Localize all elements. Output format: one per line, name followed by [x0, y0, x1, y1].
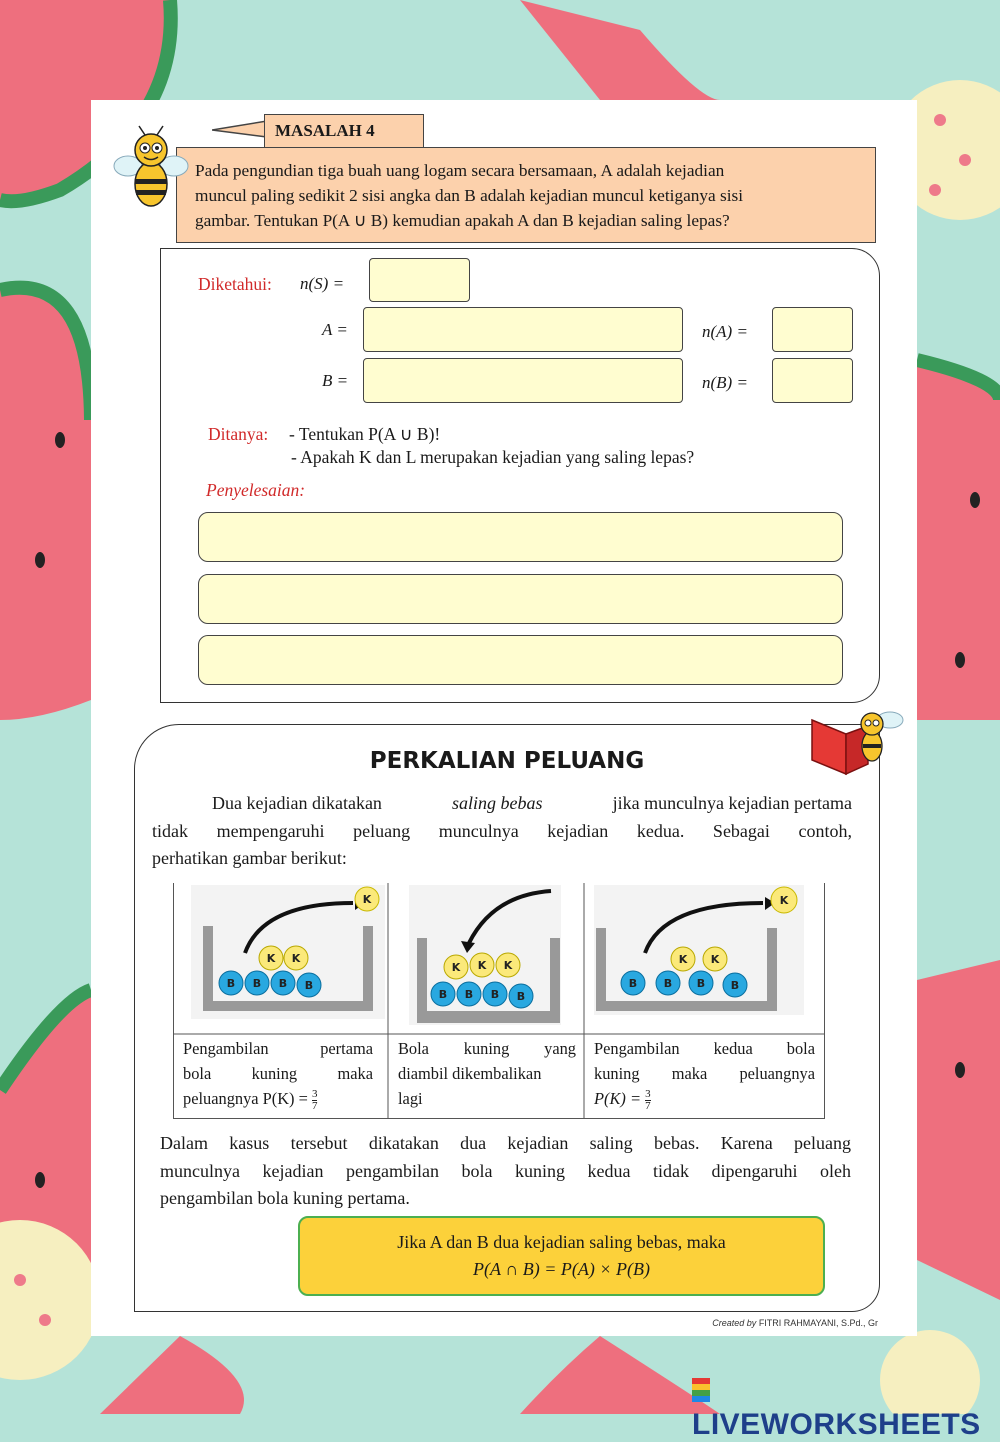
conclusion-line-1: Dalam kasus tersebut dikatakan dua kejadian saling bebas. Karena peluang	[160, 1133, 851, 1153]
speech-pointer	[212, 119, 272, 139]
liveworksheets-logo[interactable]	[692, 1374, 1000, 1442]
ball-label-b: B	[663, 977, 673, 990]
ball-label-b: B	[490, 988, 500, 1001]
nb-label: n(B) =	[702, 373, 748, 392]
ball-label-b: B	[226, 977, 236, 990]
caption-prob: P(K) =	[594, 1089, 642, 1108]
credit-line	[712, 1318, 878, 1328]
figure-return-ball	[409, 885, 561, 1025]
fraction-numerator: 3	[311, 1087, 318, 1100]
fraction-denominator: 7	[645, 1099, 651, 1112]
ball-label-b: B	[516, 990, 526, 1003]
na-label: n(A) =	[702, 322, 748, 341]
caption-return-ball	[398, 1036, 576, 1111]
section-title: PERKALIAN PELUANG	[369, 748, 645, 774]
caption-line: Pengambilan kedua bola	[594, 1039, 815, 1058]
a-answer-field[interactable]	[363, 307, 683, 352]
caption-prob: peluangnya P(K) =	[183, 1089, 308, 1108]
caption-first-draw	[183, 1036, 373, 1112]
ball-label-b: B	[628, 977, 638, 990]
solution-field-2[interactable]	[198, 574, 843, 624]
figure-first-draw	[191, 885, 385, 1019]
brand-mark-icon	[692, 1378, 710, 1402]
ball-label-k: K	[710, 953, 720, 966]
problem-tag: MASALAH 4	[264, 114, 424, 148]
ditanya-label: Ditanya:	[208, 424, 269, 444]
figure-second-draw	[594, 885, 804, 1015]
intro-text-a: Dua kejadian dikatakan	[212, 793, 382, 813]
diketahui-label: Diketahui:	[198, 274, 272, 294]
conclusion-paragraph	[160, 1130, 851, 1213]
problem-line-2: muncul paling sedikit 2 sisi angka dan B adalah kejadian muncul ketiganya sisi	[195, 186, 744, 205]
intro-paragraph	[152, 790, 852, 873]
brand-name: LIVEWORKSHEETS	[692, 1408, 981, 1441]
intro-text-b: jika munculnya kejadian pertama	[612, 793, 852, 813]
ball-label-b: B	[730, 979, 740, 992]
caption-line: lagi	[398, 1089, 423, 1108]
ball-label-b: B	[278, 977, 288, 990]
ball-label-k: K	[291, 952, 301, 965]
formula-statement: Jika A dan B dua kejadian saling bebas, maka	[397, 1232, 726, 1252]
ditanya-item-1: - Tentukan P(A ∪ B)!	[289, 424, 441, 444]
ball-label-b: B	[438, 988, 448, 1001]
fraction-numerator: 3	[645, 1087, 651, 1100]
ball-label-k: K	[451, 961, 461, 974]
intro-line-2: tidak mempengaruhi peluang munculnya kejadian kedua. Sebagai contoh,	[152, 820, 852, 841]
caption-line: bola kuning maka	[183, 1064, 373, 1083]
problem-line-1: Pada pengundian tiga buah uang logam secara bersamaan, A adalah kejadian	[195, 161, 725, 180]
a-label: A =	[322, 320, 348, 339]
credit-name: FITRI RAHMAYANI, S.Pd., Gr	[758, 1318, 878, 1328]
caption-line	[183, 1086, 373, 1112]
fraction-denominator: 7	[311, 1099, 318, 1112]
ball-label-k: K	[503, 959, 513, 972]
na-answer-field[interactable]	[772, 307, 853, 352]
ball-label-b: B	[304, 979, 314, 992]
ball-label-b: B	[464, 988, 474, 1001]
intro-line-1	[152, 790, 852, 818]
conclusion-line-2: munculnya kejadian pengambilan bola kuning kedua tidak dipengaruhi oleh	[160, 1160, 851, 1181]
ball-label-k: K	[678, 953, 688, 966]
problem-statement	[176, 147, 876, 243]
solution-field-3[interactable]	[198, 635, 843, 685]
fraction	[312, 1089, 318, 1112]
caption-line: Pengambilan pertama	[183, 1039, 373, 1058]
nb-answer-field[interactable]	[772, 358, 853, 403]
formula-equation: P(A ∩ B) = P(A) × P(B)	[473, 1259, 650, 1279]
ball-label-k: K	[266, 952, 276, 965]
caption-line	[594, 1086, 815, 1112]
ball-label-k: K	[362, 893, 372, 906]
problem-line-3: gambar. Tentukan P(A ∪ B) kemudian apakah A dan B kejadian saling lepas?	[195, 211, 730, 230]
ball-label-b: B	[696, 977, 706, 990]
caption-line: kuning maka peluangnya	[594, 1064, 815, 1083]
credit-prefix: Created by	[712, 1318, 757, 1328]
b-label: B =	[322, 371, 349, 390]
intro-line-3: perhatikan gambar berikut:	[152, 848, 347, 868]
penyelesaian-label: Penyelesaian:	[206, 480, 306, 500]
b-answer-field[interactable]	[363, 358, 683, 403]
caption-second-draw	[594, 1036, 815, 1112]
caption-line: Bola kuning yang	[398, 1039, 576, 1058]
fraction	[645, 1089, 651, 1112]
conclusion-line-3: pengambilan bola kuning pertama.	[160, 1188, 410, 1208]
bee-mascot-icon	[112, 124, 190, 214]
ditanya-item-2: - Apakah K dan L merupakan kejadian yang saling lepas?	[291, 447, 695, 467]
ns-label: n(S) =	[300, 274, 345, 293]
ball-label-b: B	[252, 977, 262, 990]
ball-label-k: K	[477, 959, 487, 972]
intro-term: saling bebas	[452, 793, 543, 813]
solution-field-1[interactable]	[198, 512, 843, 562]
caption-line: diambil dikembalikan	[398, 1064, 542, 1083]
ns-answer-field[interactable]	[369, 258, 470, 302]
formula-box	[298, 1216, 825, 1296]
ball-label-k: K	[779, 894, 789, 907]
